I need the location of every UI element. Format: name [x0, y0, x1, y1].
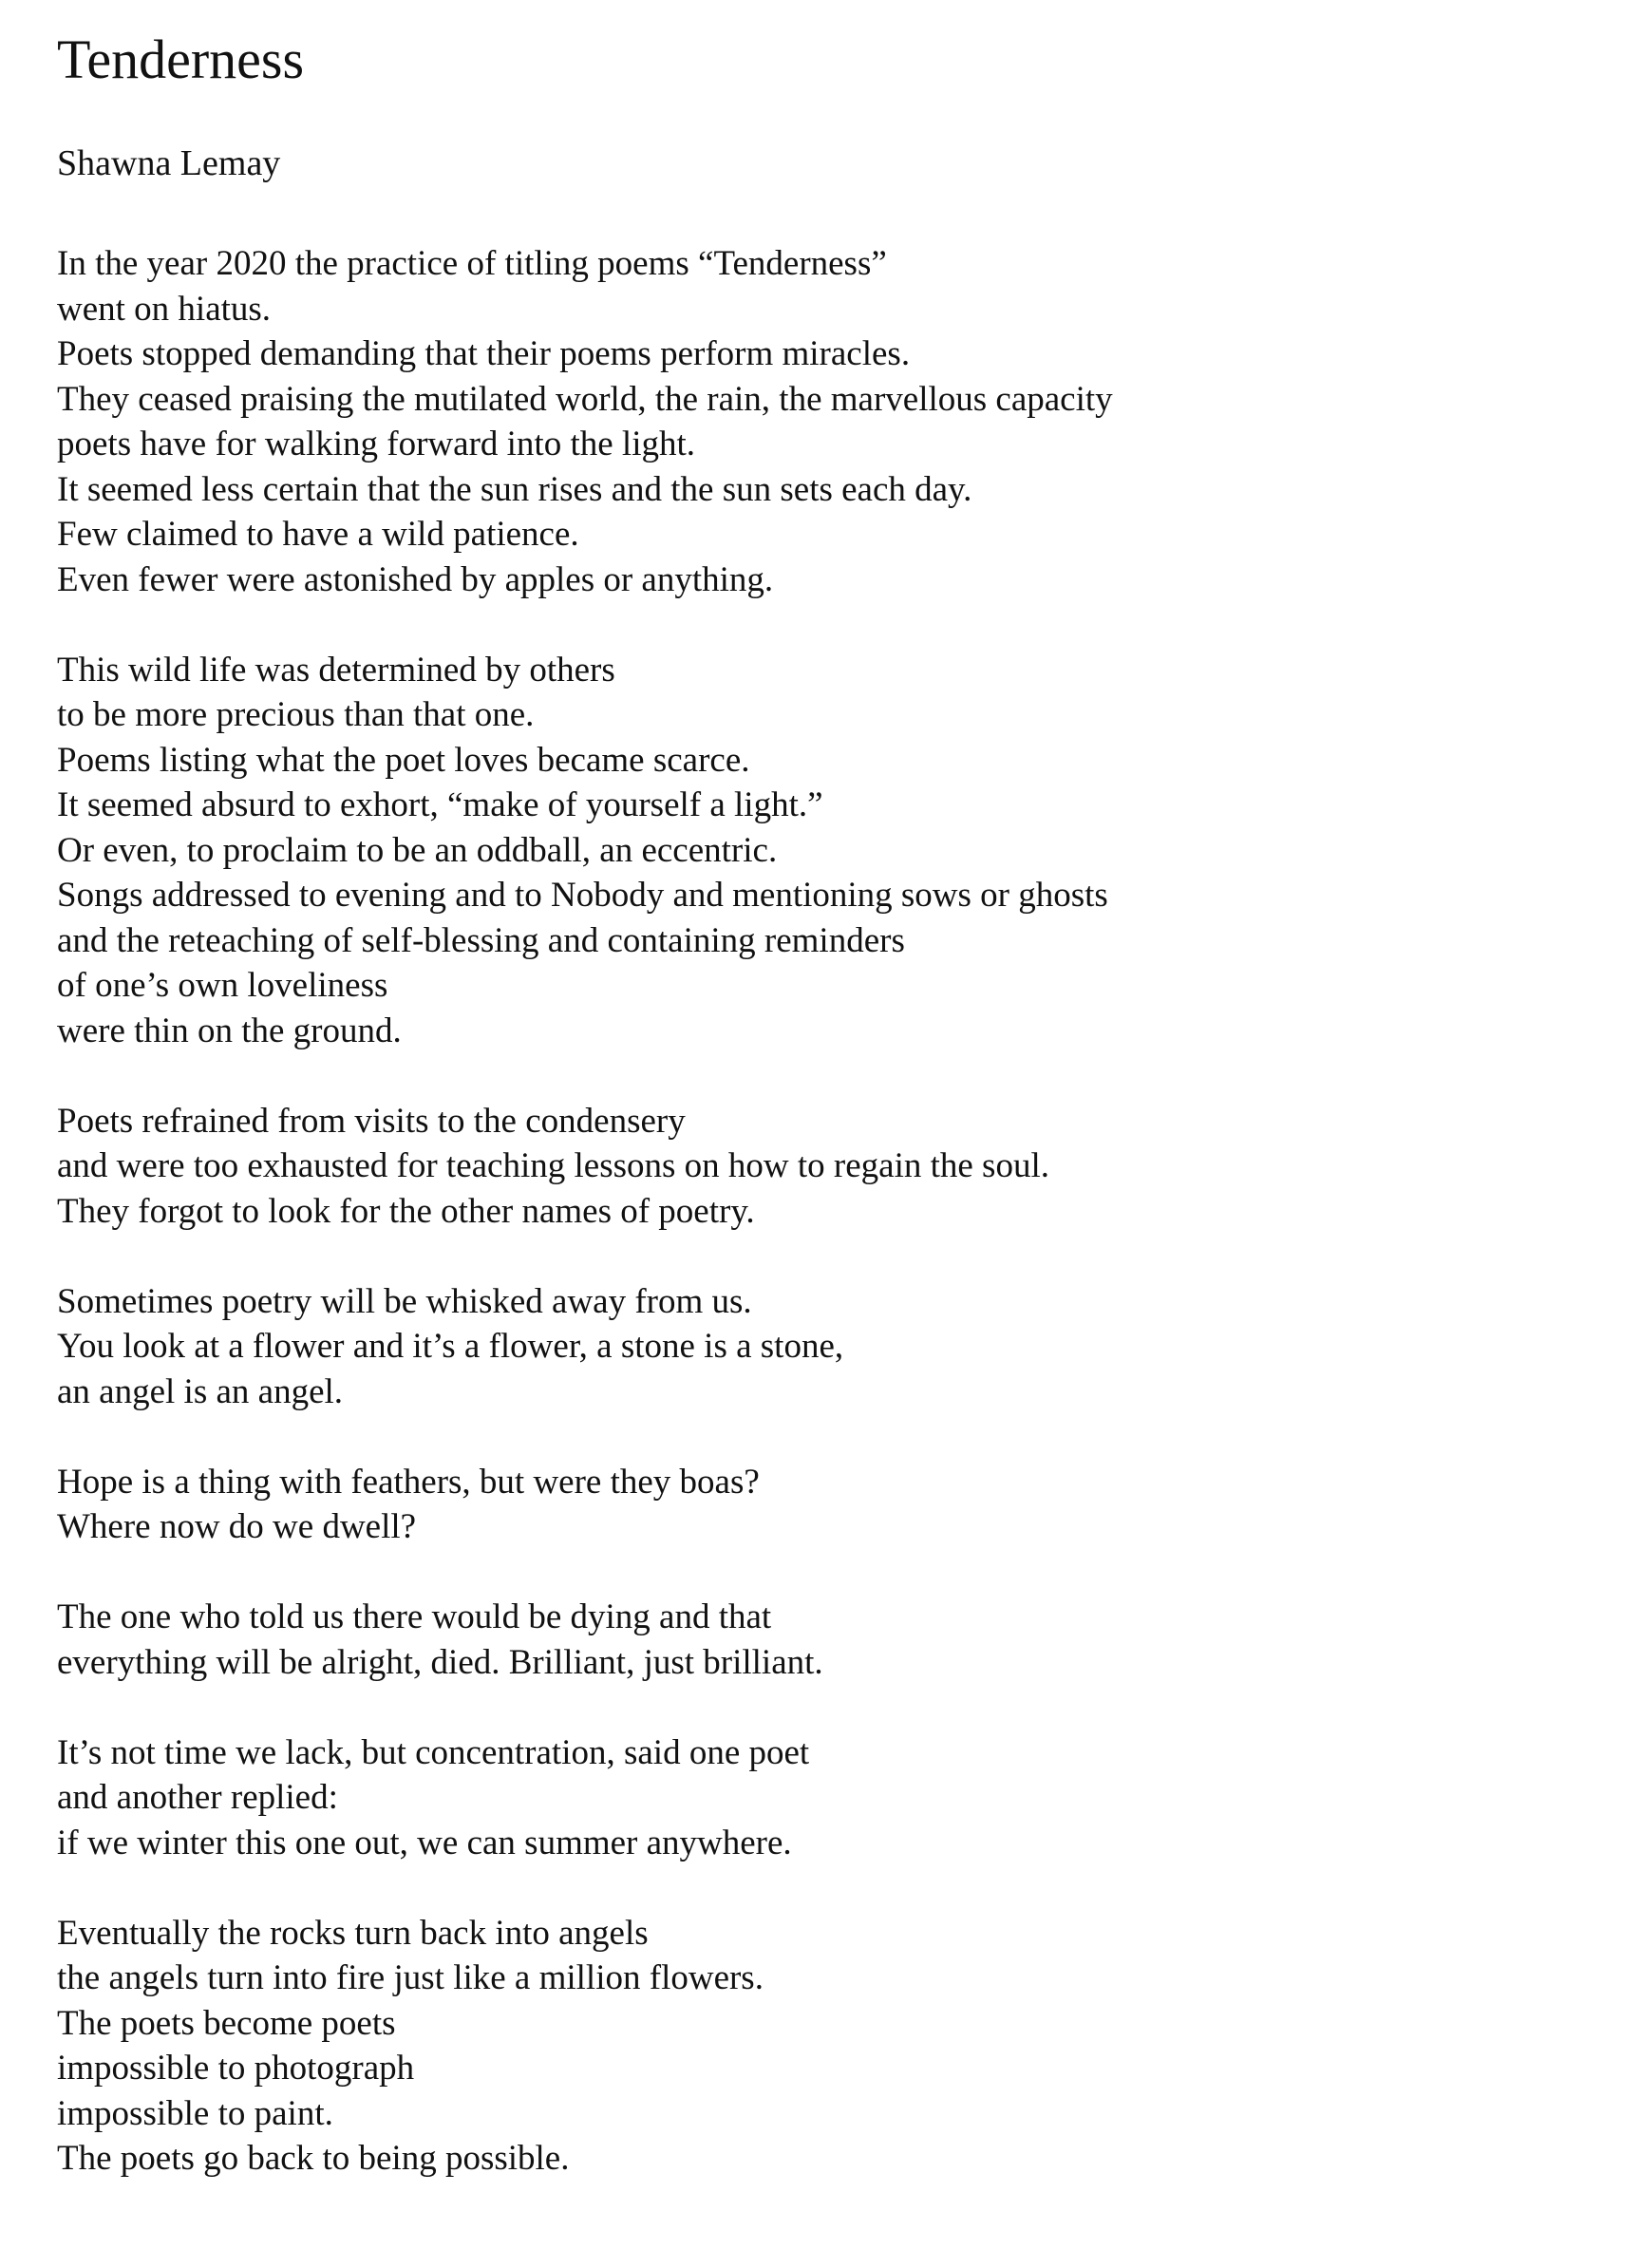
stanza-6 [57, 1595, 1614, 1685]
poem-line: Even fewer were astonished by apples or anything. [57, 559, 774, 599]
poem-line: the angels turn into fire just like a million flowers. [57, 1958, 764, 1997]
poem-line: Poems listing what the poet loves became scarce. [57, 740, 750, 780]
stanza-1 [57, 241, 1614, 602]
poem-line: Eventually the rocks turn back into angels [57, 1913, 649, 1953]
stanza-4 [57, 1279, 1614, 1415]
poem-line: were thin on the ground. [57, 1011, 402, 1050]
poem-line: impossible to paint. [57, 2093, 333, 2133]
poem-line: and another replied: [57, 1778, 338, 1817]
stanza-3 [57, 1099, 1614, 1235]
stanza-7 [57, 1730, 1614, 1866]
poem-line: Few claimed to have a wild patience. [57, 515, 579, 554]
poem-line: to be more precious than that one. [57, 695, 535, 734]
poem-line: It seemed absurd to exhort, “make of yourself a light.” [57, 785, 823, 824]
poem-line: Poets stopped demanding that their poems perform miracles. [57, 334, 911, 373]
poem-line: It seemed less certain that the sun rises and the sun sets each day. [57, 469, 972, 509]
poem-line: In the year 2020 the practice of titling poems “Tenderness” [57, 244, 887, 283]
poem-line: The poets become poets [57, 2003, 396, 2043]
poem-line: an angel is an angel. [57, 1371, 344, 1411]
poem-line: It’s not time we lack, but concentration, said one poet [57, 1732, 810, 1772]
stanza-5 [57, 1460, 1614, 1550]
poem-line: They forgot to look for the other names of poetry. [57, 1191, 755, 1231]
poem-line: went on hiatus. [57, 289, 272, 329]
poem-line: of one’s own loveliness [57, 966, 388, 1005]
poem-title: Tenderness [57, 28, 305, 90]
poem-line: Or even, to proclaim to be an oddball, an eccentric. [57, 830, 778, 870]
poem-line: You look at a flower and it’s a flower, a stone is a stone, [57, 1327, 844, 1366]
poem-line: if we winter this one out, we can summer anywhere. [57, 1823, 792, 1862]
poem-line: The poets go back to being possible. [57, 2139, 570, 2178]
poem-line: Poets refrained from visits to the condensery [57, 1101, 686, 1141]
poem-line: everything will be alright, died. Brilliant, just brilliant. [57, 1642, 823, 1682]
stanza-2 [57, 648, 1614, 1054]
stanza-8 [57, 1911, 1614, 2182]
poem-line: The one who told us there would be dying and that [57, 1597, 772, 1636]
poem-line: and were too exhausted for teaching lessons on how to regain the soul. [57, 1146, 1049, 1185]
poem-line: poets have for walking forward into the light. [57, 425, 695, 463]
poem-line: and the reteaching of self-blessing and containing reminders [57, 920, 905, 960]
poem-line: They ceased praising the mutilated world, the rain, the marvellous capacity [57, 379, 1113, 419]
poem-line: impossible to photograph [57, 2049, 415, 2088]
poem-line: Hope is a thing with feathers, but were they boas? [57, 1462, 760, 1502]
poem-line: Where now do we dwell? [57, 1507, 417, 1546]
poem-line: This wild life was determined by others [57, 650, 615, 690]
poem-line: Sometimes poetry will be whisked away from us. [57, 1281, 752, 1321]
poem-author: Shawna Lemay [57, 143, 281, 183]
poem-line: Songs addressed to evening and to Nobody and mentioning sows or ghosts [57, 876, 1108, 915]
poem-body [57, 241, 1614, 2226]
